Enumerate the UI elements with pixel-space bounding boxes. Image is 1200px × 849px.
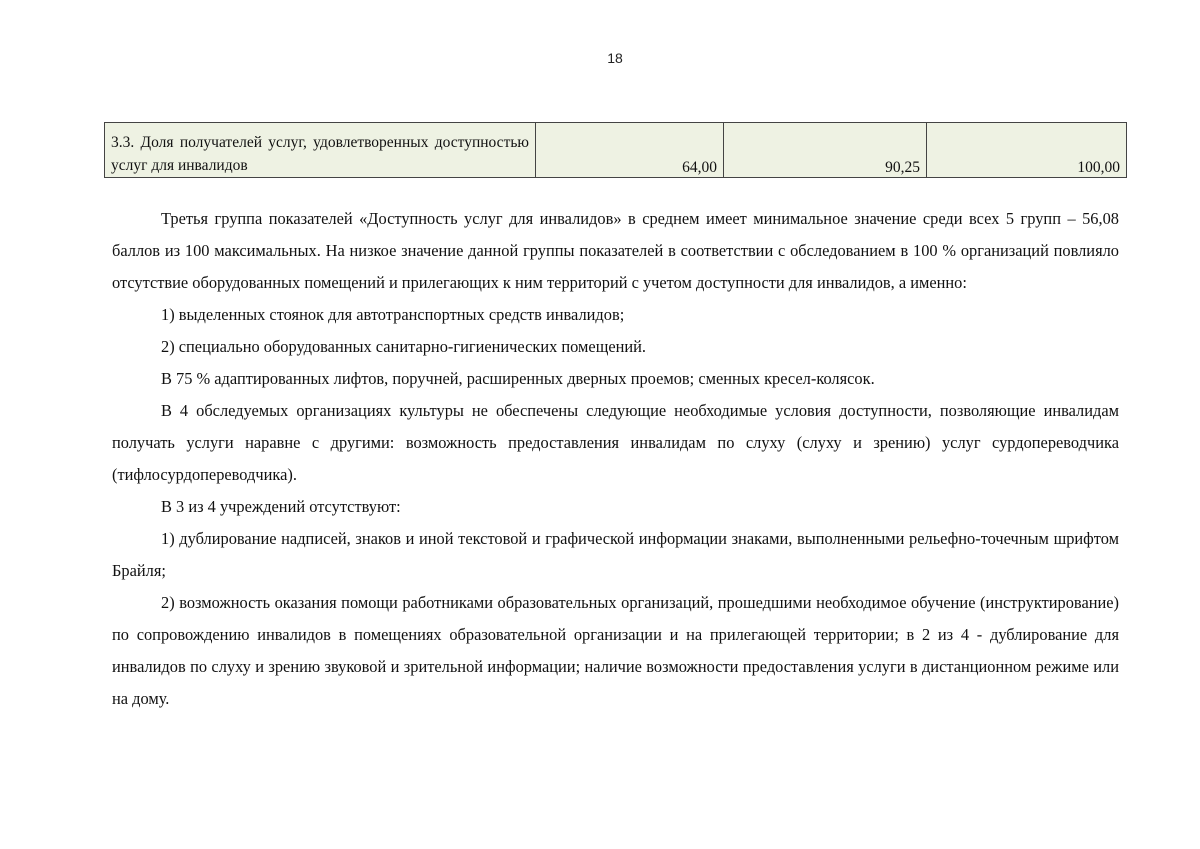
indicator-value-3: 100,00 [927,123,1127,178]
page-number: 18 [607,50,623,66]
paragraph: В 3 из 4 учреждений отсутствуют: [161,497,401,516]
paragraph: 2) специально оборудованных санитарно-гигиенических помещений. [161,337,647,356]
paragraph: Третья группа показателей «Доступность услуг для инвалидов» в среднем имеет минимальное значение среди всех 5 групп – 56,08 баллов из 100 максимальных. На низкое значение данной группы показателей в соответствии с обследованием в 100 % организаций повлияло отсутствие оборудованных помещений и прилегающих к ним территорий с учетом доступности для инвалидов, а именно: [112,209,1119,292]
table-row [105,123,1127,178]
indicator-description: 3.3. Доля получателей услуг, удовлетворенных доступностью услуг для инвалидов [105,123,536,178]
indicator-value-2: 90,25 [724,123,927,178]
paragraph: 1) дублирование надписей, знаков и иной текстовой и графической информации знаками, выполненными рельефно-точечным шрифтом Брайля; [112,529,1119,580]
paragraph: В 4 обследуемых организациях культуры не обеспечены следующие необходимые условия доступности, позволяющие инвалидам получать услуги наравне с другими: возможность предоставления инвалидам по слуху (слуху и зрению) услуг сурдопереводчика (тифлосурдопереводчика). [112,401,1119,484]
indicator-table [104,122,1127,178]
paragraph: 2) возможность оказания помощи работниками образовательных организаций, прошедшими необходимое обучение (инструктирование) по сопровождению инвалидов в помещениях образовательной организации и на прилегающей территории; в 2 из 4 - дублирование для инвалидов по слуху и зрению звуковой и зрительной информации; наличие возможности предоставления услуги в дистанционном режиме или на дому. [112,593,1119,708]
paragraph: 1) выделенных стоянок для автотранспортных средств инвалидов; [161,305,625,324]
indicator-value-1: 64,00 [536,123,724,178]
paragraph: В 75 % адаптированных лифтов, поручней, расширенных дверных проемов; сменных кресел-колясок. [161,369,875,388]
body-text [112,203,1119,715]
